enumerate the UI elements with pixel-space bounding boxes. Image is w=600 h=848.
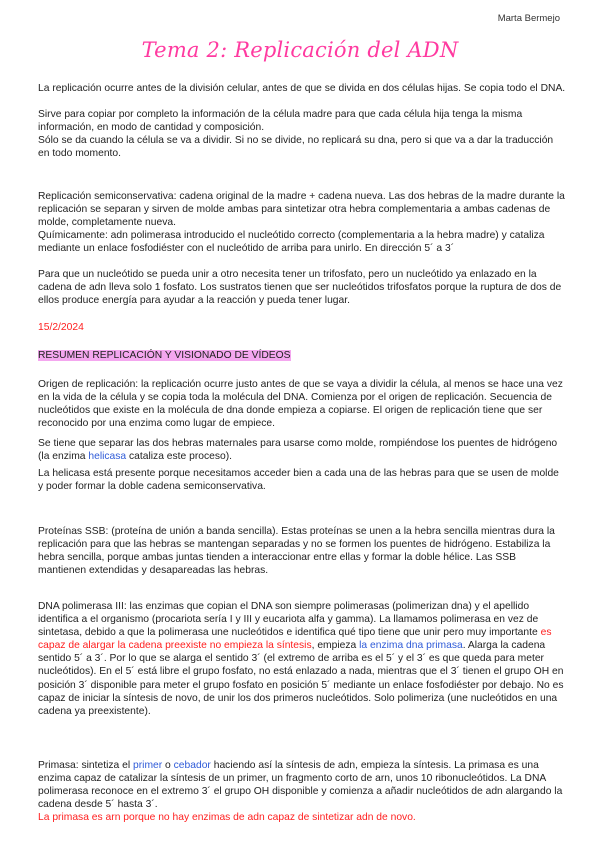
- primasa-text-or: o: [162, 760, 174, 771]
- section-heading-highlight: RESUMEN REPLICACIÓN Y VISIONADO DE VÍDEOS: [38, 350, 291, 361]
- triphosphate-paragraph: Para que un nucleótido se pueda unir a otro necesita tener un trifosfato, pero un nucleótido ya enlazado en la cadena de adn lleva solo 1 fosfato. Los sustratos tienen que ser nucleótidos trifosfatos porque la ruptura de dos de ellos produce energía para ayudar a la reacción y pueda tener lugar.: [38, 269, 562, 307]
- date-label: 15/2/2024: [38, 322, 84, 333]
- intro-paragraph-3: Sólo se da cuando la célula se va a dividir. Si no se divide, no replicará su dna, pero si que va a dar la traducción en todo momento.: [38, 135, 554, 160]
- page-title: Tema 2: Replicación del ADN: [141, 38, 459, 62]
- ssb-paragraph: Proteínas SSB: (proteína de unión a banda sencilla). Estas proteínas se unen a la hebra sencilla mientras dura la replicación para que las hebras se mantengan separadas y no se formen los puentes de hidrógeno. Estabiliza la hebra sencilla, porque ambas juntas tienden a interaccionar entre ellas y formar la doble hélice. Las SSB mantienen extendidas y desapareadas las hebras.: [38, 526, 555, 577]
- polymerase-text-b: , empieza: [311, 640, 360, 652]
- cebador-term: cebador: [173, 760, 211, 771]
- primasa-text-a: Primasa: sintetiza el: [38, 760, 133, 771]
- intro-paragraph-2: Sirve para copiar por completo la información de la célula madre para que cada célula hija tenga la misma información, en modo de cantidad y composición.: [38, 109, 523, 134]
- primasa-enzyme-term: la enzima dna primasa: [359, 640, 463, 652]
- semiconservative-paragraph: Replicación semiconservativa: cadena original de la madre + cadena nueva. Las dos hebras de la madre durante la replicación se separan y sirven de molde ambas para sintetizar otra hebra complementaria a ambas cadenas de molde, completamente nueva.: [38, 191, 565, 229]
- intro-paragraph-1: La replicación ocurre antes de la división celular, antes de que se divida en dos células hijas. Se copia todo el DNA.: [38, 83, 566, 94]
- polymerase-red-note: es capaz de alargar la cadena preexiste no empieza la síntesis: [38, 627, 552, 652]
- primasa-paragraph: [38, 759, 566, 824]
- section-heading: [38, 349, 566, 362]
- polymerase-text-a: DNA polimerasa III: las enzimas que copian el DNA son siempre polimerasas (polimerizan dna) y el apellido identifica a el organismo (procariota sería I y III y eucariota alfa y gamma). La llamamos polimerasa en vez de sintetasa, debido a que la polimerasa une nucleótidos e identifica qué tipo tiene que unir pero muy importante: [38, 601, 541, 639]
- helicasa-term: helicasa: [88, 451, 127, 463]
- polymerase-text-c: . Alarga la cadena sentido 5´ a 3´. Por lo que se alarga el sentido 3´ (el extremo de arriba es el 5´ y el 3´ es que queda para meter nucleótidos). En el 5´ está libre el grupo fosfato, no está enlazado a nada, mientras que el 3´ tienen el grupo OH en posición 3´ disponible para meter el grupo fosfato en posición 5´ mediante un enlace fosfodiéster por debajo. No es capaz de iniciar la síntesis de novo, de unir los dos primeros nucleótidos. Solo polimeriza (une nucleótidos en una cadena ya preexistente).: [38, 640, 564, 717]
- primasa-red-note: La primasa es arn porque no hay enzimas de adn capaz de sintetizar adn de novo.: [38, 812, 416, 824]
- helicasa-paragraph: [38, 437, 566, 463]
- chemistry-paragraph: Químicamente: adn polimerasa introducido el nucleótido correcto (complementaria a la hebra madre) y cataliza mediante un enlace fosfodiéster con el nucleótido de arriba para unirlo. En dirección 5´ a 3´: [38, 230, 545, 255]
- primer-term: primer: [133, 760, 163, 771]
- helicasa-text-a: Se tiene que separar las dos hebras maternales para usarse como molde, rompiéndose los puentes de hidrógeno (la enzima: [38, 438, 558, 463]
- primasa-text-b: haciendo así la síntesis de adn, empieza la síntesis. La primasa es una enzima capaz de catalizar la síntesis de un primer, un fragmento corto de arn, unos 10 ribonucleótidos. La DNA polimerasa reconoce en el extremo 3´ el grupo OH disponible y comienza a añadir nucleótidos de adn alargando la cadena desde 5´ hasta 3´.: [38, 760, 563, 811]
- author-name: Marta Bermejo: [497, 13, 560, 24]
- helicasa-purpose-paragraph: La helicasa está presente porque necesitamos acceder bien a cada una de las hebras para que se usen de molde y poder formar la doble cadena semiconservativa.: [38, 468, 559, 493]
- dna-polymerase-paragraph: [38, 600, 566, 718]
- origin-paragraph: Origen de replicación: la replicación ocurre justo antes de que se vaya a dividir la célula, al menos se hace una vez en la vida de la célula y se copia toda la molécula del DNA. Comienza por el origen de replicación. Secuencia de nucleótidos que existe en la molécula de dna donde empieza a copiarse. El origen de replicación tiene que ser reconocido por una enzima como lugar de empiece.: [38, 379, 563, 430]
- helicasa-text-b: cataliza este proceso).: [126, 451, 233, 463]
